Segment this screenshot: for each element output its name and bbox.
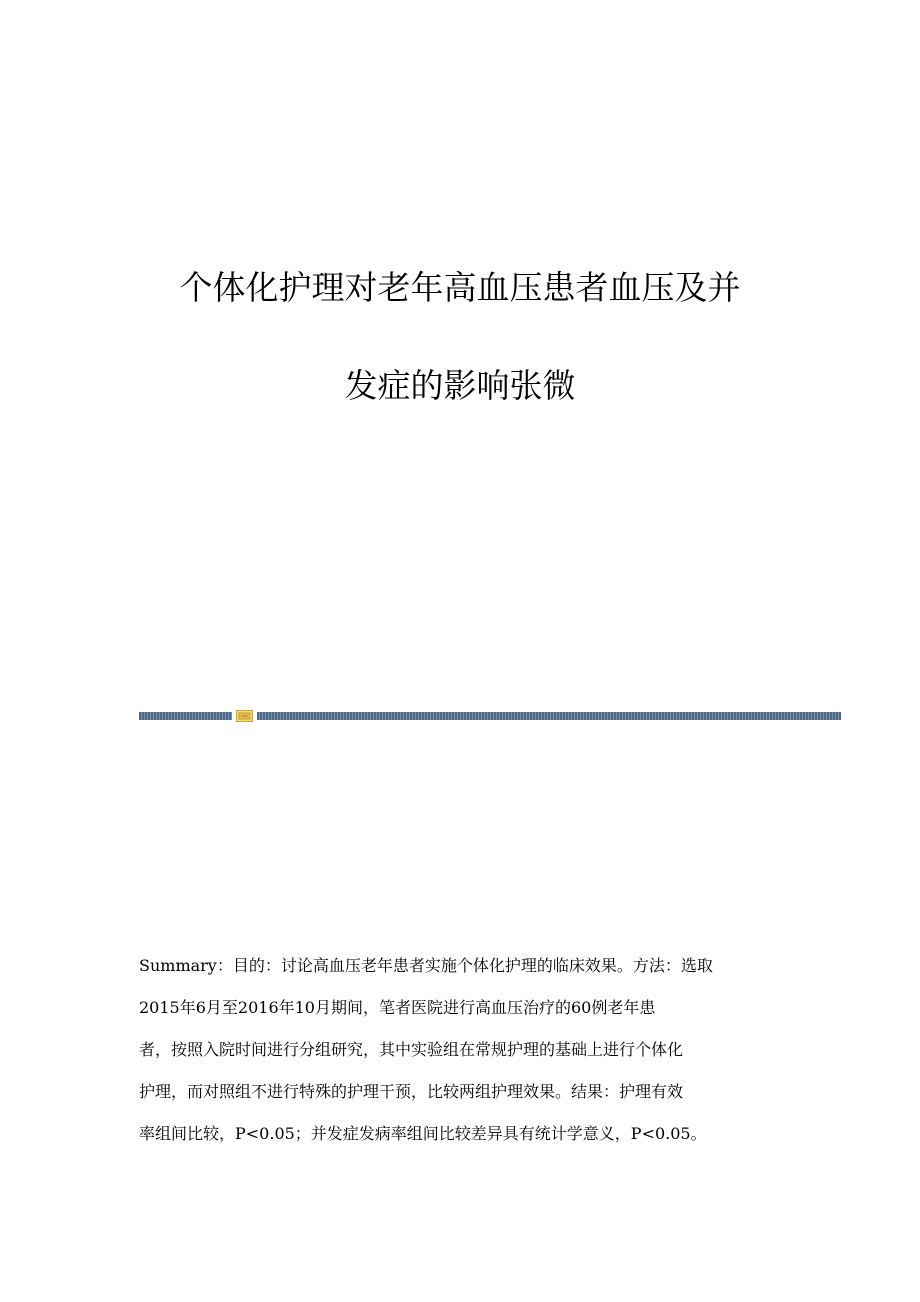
section-divider bbox=[139, 712, 841, 720]
summary-line-1: Summary：目的：讨论高血压老年患者实施个体化护理的临床效果。方法：选取 bbox=[139, 956, 713, 975]
summary-line-5: 率组间比较，P<0.05；并发症发病率组间比较差异具有统计学意义，P<0.05。 bbox=[139, 1124, 707, 1143]
document-title-line-2: 发症的影响张微 bbox=[344, 366, 576, 405]
document-title-line-1: 个体化护理对老年高血压患者血压及并 bbox=[179, 268, 741, 307]
divider-bar-right bbox=[257, 712, 841, 720]
summary-line-2: 2015年6月至2016年10月期间，笔者医院进行高血压治疗的60例老年患 bbox=[139, 998, 656, 1017]
summary-paragraph bbox=[139, 953, 789, 1163]
summary-line-3: 者，按照入院时间进行分组研究，其中实验组在常规护理的基础上进行个体化 bbox=[139, 1040, 684, 1059]
divider-bar-left bbox=[139, 712, 232, 720]
divider-ornament-icon bbox=[236, 710, 253, 722]
summary-line-4: 护理，而对照组不进行特殊的护理干预，比较两组护理效果。结果：护理有效 bbox=[139, 1082, 684, 1101]
